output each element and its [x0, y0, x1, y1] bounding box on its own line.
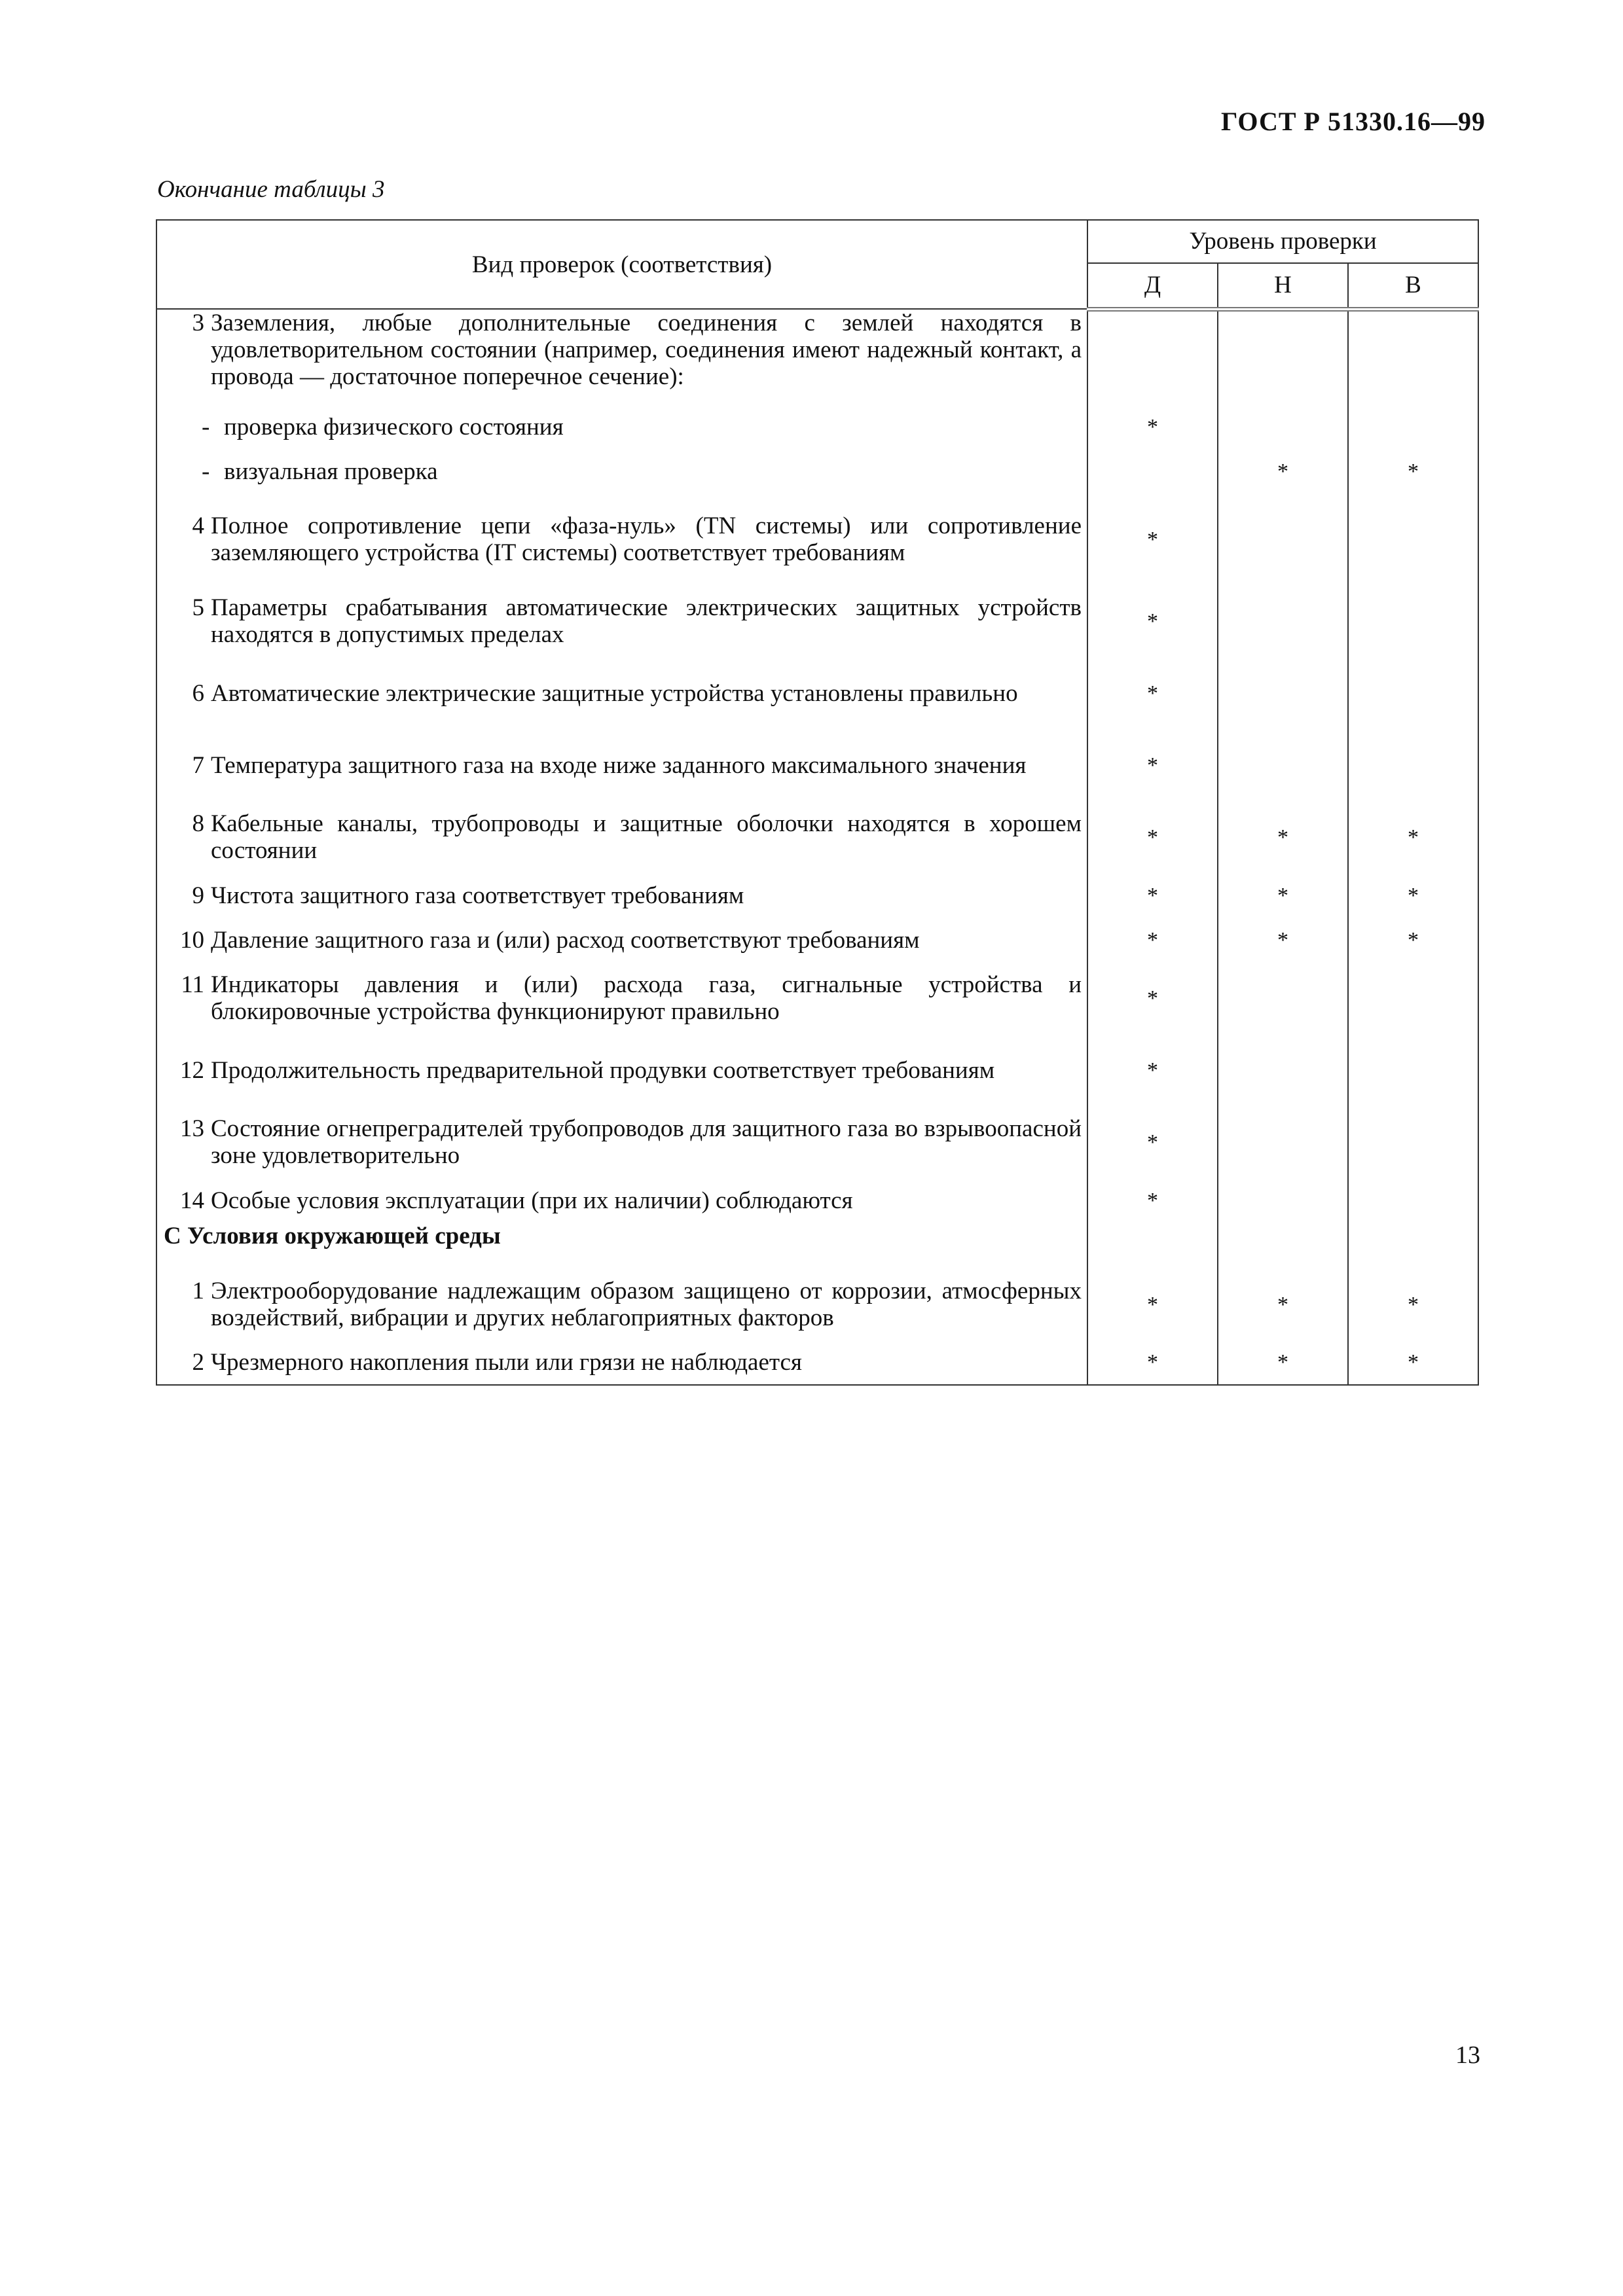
table-row: [156, 1268, 1478, 1340]
table-caption: Окончание таблицы 3: [157, 176, 385, 203]
item-number: 12: [180, 1056, 204, 1084]
check-description: [156, 729, 1087, 801]
item-number: 11: [181, 971, 204, 998]
check-description: [156, 1106, 1087, 1178]
item-text: Чистота защитного газа соответствует требованиям: [211, 882, 744, 909]
level-mark-n: [1218, 1034, 1348, 1106]
list-dash: -: [202, 457, 210, 485]
level-mark-n: *: [1218, 918, 1348, 962]
level-mark-n: *: [1218, 873, 1348, 918]
inspection-table: [156, 219, 1479, 1386]
table-row: [156, 962, 1478, 1034]
level-mark-n: [1218, 1223, 1348, 1268]
level-mark-n: [1218, 1106, 1348, 1178]
item-text: Давление защитного газа и (или) расход соответствуют требованиям: [211, 926, 920, 954]
item-text: Особые условия эксплуатации (при их наличии) соблюдаются: [211, 1187, 853, 1214]
item-text: Состояние огнепреградителей трубопроводов для защитного газа во взрывоопасной зоне удовлетворительно: [211, 1115, 1082, 1169]
level-mark-d: *: [1087, 404, 1218, 449]
level-mark-v: [1348, 657, 1478, 729]
level-mark-v: *: [1348, 1340, 1478, 1385]
level-mark-v: *: [1348, 1268, 1478, 1340]
check-description: [156, 1268, 1087, 1340]
item-text: Заземления, любые дополнительные соединения с землей находятся в удовлетворительном состоянии (например, соединения имеют надежный контакт, а провода — достаточное поперечное сечение):: [211, 310, 1082, 390]
item-number: 4: [192, 512, 204, 539]
item-number: 14: [180, 1187, 204, 1214]
level-mark-v: [1348, 729, 1478, 801]
level-mark-v: [1348, 309, 1478, 404]
table-row: [156, 1178, 1478, 1223]
level-mark-v: [1348, 493, 1478, 585]
item-text: Полное сопротивление цепи «фаза-нуль» (TN системы) или сопротивление заземляющего устройства (IT системы) соответствует требованиям: [211, 512, 1082, 566]
level-mark-d: *: [1087, 873, 1218, 918]
level-mark-d: *: [1087, 1034, 1218, 1106]
table-row: [156, 729, 1478, 801]
table-body: [156, 309, 1478, 1385]
level-mark-d: *: [1087, 657, 1218, 729]
check-description: [156, 309, 1087, 404]
level-mark-d: [1087, 309, 1218, 404]
item-number: 10: [180, 926, 204, 954]
item-text: Чрезмерного накопления пыли или грязи не наблюдается: [211, 1349, 802, 1376]
check-description: [156, 1223, 1087, 1268]
table-row: [156, 449, 1478, 493]
check-description: [156, 1340, 1087, 1385]
level-mark-d: *: [1087, 1106, 1218, 1178]
section-title: С Условия окружающей среды: [164, 1223, 501, 1249]
level-mark-d: *: [1087, 729, 1218, 801]
check-description: [156, 962, 1087, 1034]
level-mark-n: [1218, 404, 1348, 449]
table-row: [156, 1106, 1478, 1178]
level-mark-v: [1348, 1223, 1478, 1268]
item-text: Параметры срабатывания автоматические электрических защитных устройств находятся в допустимых пределах: [211, 594, 1082, 648]
table-row: [156, 801, 1478, 873]
column-header-level-n: Н: [1218, 263, 1348, 309]
level-mark-n: *: [1218, 449, 1348, 493]
item-number: 6: [192, 679, 204, 707]
level-mark-v: [1348, 962, 1478, 1034]
level-mark-n: *: [1218, 801, 1348, 873]
level-mark-d: *: [1087, 1340, 1218, 1385]
level-mark-v: *: [1348, 801, 1478, 873]
check-description: [156, 918, 1087, 962]
table-row: [156, 493, 1478, 585]
item-text: Электрооборудование надлежащим образом защищено от коррозии, атмосферных воздействий, вибрации и других неблагоприятных факторов: [211, 1278, 1082, 1331]
level-mark-v: *: [1348, 873, 1478, 918]
level-mark-d: *: [1087, 585, 1218, 657]
section-row: [156, 1223, 1478, 1268]
level-mark-d: *: [1087, 1268, 1218, 1340]
level-mark-n: [1218, 493, 1348, 585]
table-row: [156, 873, 1478, 918]
sub-item-text: проверка физического состояния: [224, 413, 564, 440]
level-mark-n: [1218, 309, 1348, 404]
level-mark-n: [1218, 657, 1348, 729]
item-text: Индикаторы давления и (или) расхода газа, сигнальные устройства и блокировочные устройства функционируют правильно: [211, 971, 1082, 1025]
level-mark-d: *: [1087, 918, 1218, 962]
table-row: [156, 585, 1478, 657]
table-row: [156, 657, 1478, 729]
check-description: [156, 657, 1087, 729]
table-row: [156, 309, 1478, 404]
table-row: [156, 918, 1478, 962]
level-mark-d: [1087, 1223, 1218, 1268]
level-mark-v: [1348, 1106, 1478, 1178]
check-description: [156, 585, 1087, 657]
item-number: 2: [192, 1349, 204, 1376]
level-mark-v: [1348, 1034, 1478, 1106]
level-mark-v: *: [1348, 449, 1478, 493]
level-mark-d: *: [1087, 801, 1218, 873]
check-description: [156, 493, 1087, 585]
check-description: [156, 1178, 1087, 1223]
column-header-level-d: Д: [1087, 263, 1218, 309]
item-number: 1: [192, 1278, 204, 1304]
check-description: [156, 449, 1087, 493]
item-text: Температура защитного газа на входе ниже заданного максимального значения: [211, 751, 1027, 779]
item-number: 9: [192, 882, 204, 909]
level-mark-v: *: [1348, 918, 1478, 962]
check-description: [156, 801, 1087, 873]
column-header-level-v: В: [1348, 263, 1478, 309]
check-description: [156, 404, 1087, 449]
item-number: 8: [192, 810, 204, 837]
level-mark-d: *: [1087, 493, 1218, 585]
item-number: 5: [192, 594, 204, 621]
table-row: [156, 1340, 1478, 1385]
table-row: [156, 404, 1478, 449]
item-text: Продолжительность предварительной продувки соответствует требованиям: [211, 1056, 995, 1084]
check-description: [156, 1034, 1087, 1106]
level-mark-n: *: [1218, 1268, 1348, 1340]
level-mark-d: [1087, 449, 1218, 493]
item-number: 3: [192, 310, 204, 336]
document-code: ГОСТ Р 51330.16—99: [1220, 107, 1486, 136]
sub-item-text: визуальная проверка: [224, 457, 438, 485]
item-number: 7: [192, 751, 204, 779]
list-dash: -: [202, 413, 210, 440]
level-mark-v: [1348, 585, 1478, 657]
page-number: 13: [1455, 2041, 1480, 2069]
column-header-check-type: Вид проверок (соответствия): [156, 220, 1087, 309]
level-mark-n: *: [1218, 1340, 1348, 1385]
level-mark-n: [1218, 729, 1348, 801]
check-description: [156, 873, 1087, 918]
level-mark-n: [1218, 585, 1348, 657]
level-mark-d: *: [1087, 1178, 1218, 1223]
level-mark-v: [1348, 1178, 1478, 1223]
column-header-check-level: Уровень проверки: [1087, 220, 1478, 263]
item-text: Автоматические электрические защитные устройства установлены правильно: [211, 679, 1018, 707]
item-number: 13: [180, 1115, 204, 1142]
level-mark-v: [1348, 404, 1478, 449]
item-text: Кабельные каналы, трубопроводы и защитные оболочки находятся в хорошем состоянии: [211, 810, 1082, 864]
level-mark-n: [1218, 1178, 1348, 1223]
level-mark-n: [1218, 962, 1348, 1034]
level-mark-d: *: [1087, 962, 1218, 1034]
table-row: [156, 1034, 1478, 1106]
